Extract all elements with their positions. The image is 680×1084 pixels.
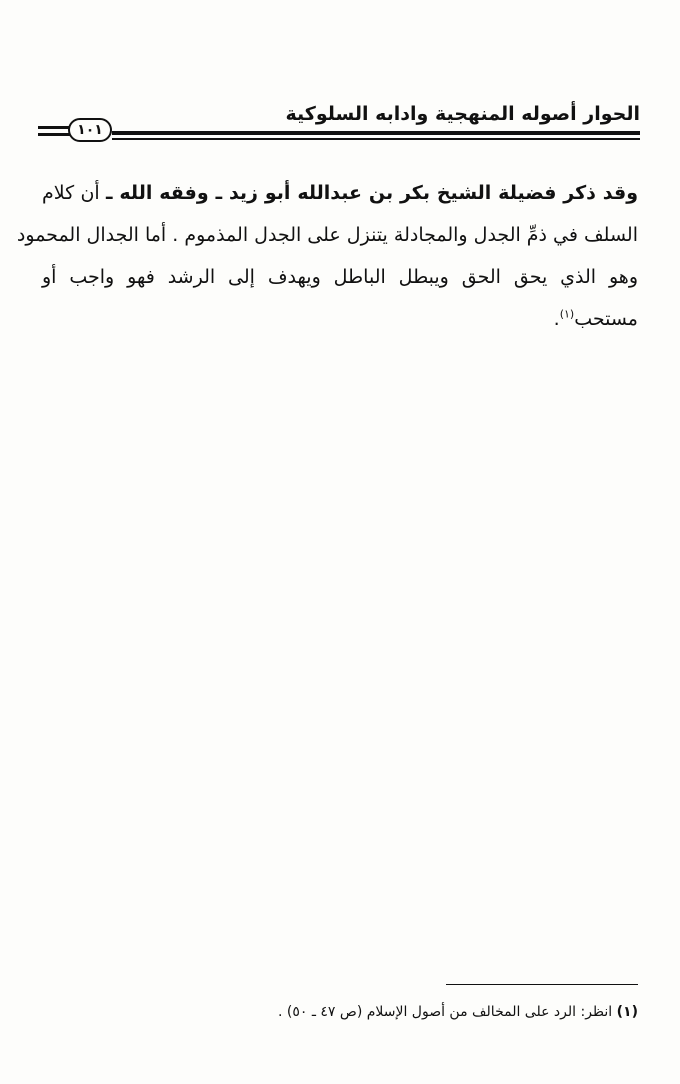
page-number-ornament: [38, 126, 70, 129]
page-number-ornament: [38, 133, 70, 136]
running-title: الحوار أصوله المنهجية وادابه السلوكية: [285, 103, 640, 125]
page-number-block: [38, 117, 114, 147]
body-line-4-end: .: [553, 308, 560, 330]
footnote: [138, 1000, 638, 1024]
body-line-1: [42, 172, 638, 214]
footnote-reference: (١): [559, 307, 575, 321]
page-number: ١٠١: [68, 118, 112, 142]
lead-text: وقد ذكر فضيلة الشيخ بكر بن عبدالله أبو زيد ـ وفقه الله ـ: [106, 182, 639, 204]
body-paragraph: [16, 172, 639, 340]
header-rule: [112, 131, 640, 135]
footnote-number: (١): [616, 1004, 638, 1020]
body-line-1-rest: أن كلام: [42, 182, 100, 204]
footnote-text: انظر: الرد على المخالف من أصول الإسلام (ص ٤٧ ـ ٥٠) .: [277, 1004, 613, 1020]
body-line-4-text: مستحب: [574, 308, 638, 330]
footnote-rule: [446, 984, 638, 985]
body-line-4: [42, 298, 638, 340]
header-rule-thin: [112, 138, 640, 140]
body-line-3: وهو الذي يحق الحق ويبطل الباطل ويهدف إلى الرشد فهو واجب أو: [42, 266, 638, 288]
body-line-2: السلف في ذمِّ الجدل والمجادلة يتنزل على الجدل المذموم . أما الجدال المحمود: [16, 224, 638, 246]
